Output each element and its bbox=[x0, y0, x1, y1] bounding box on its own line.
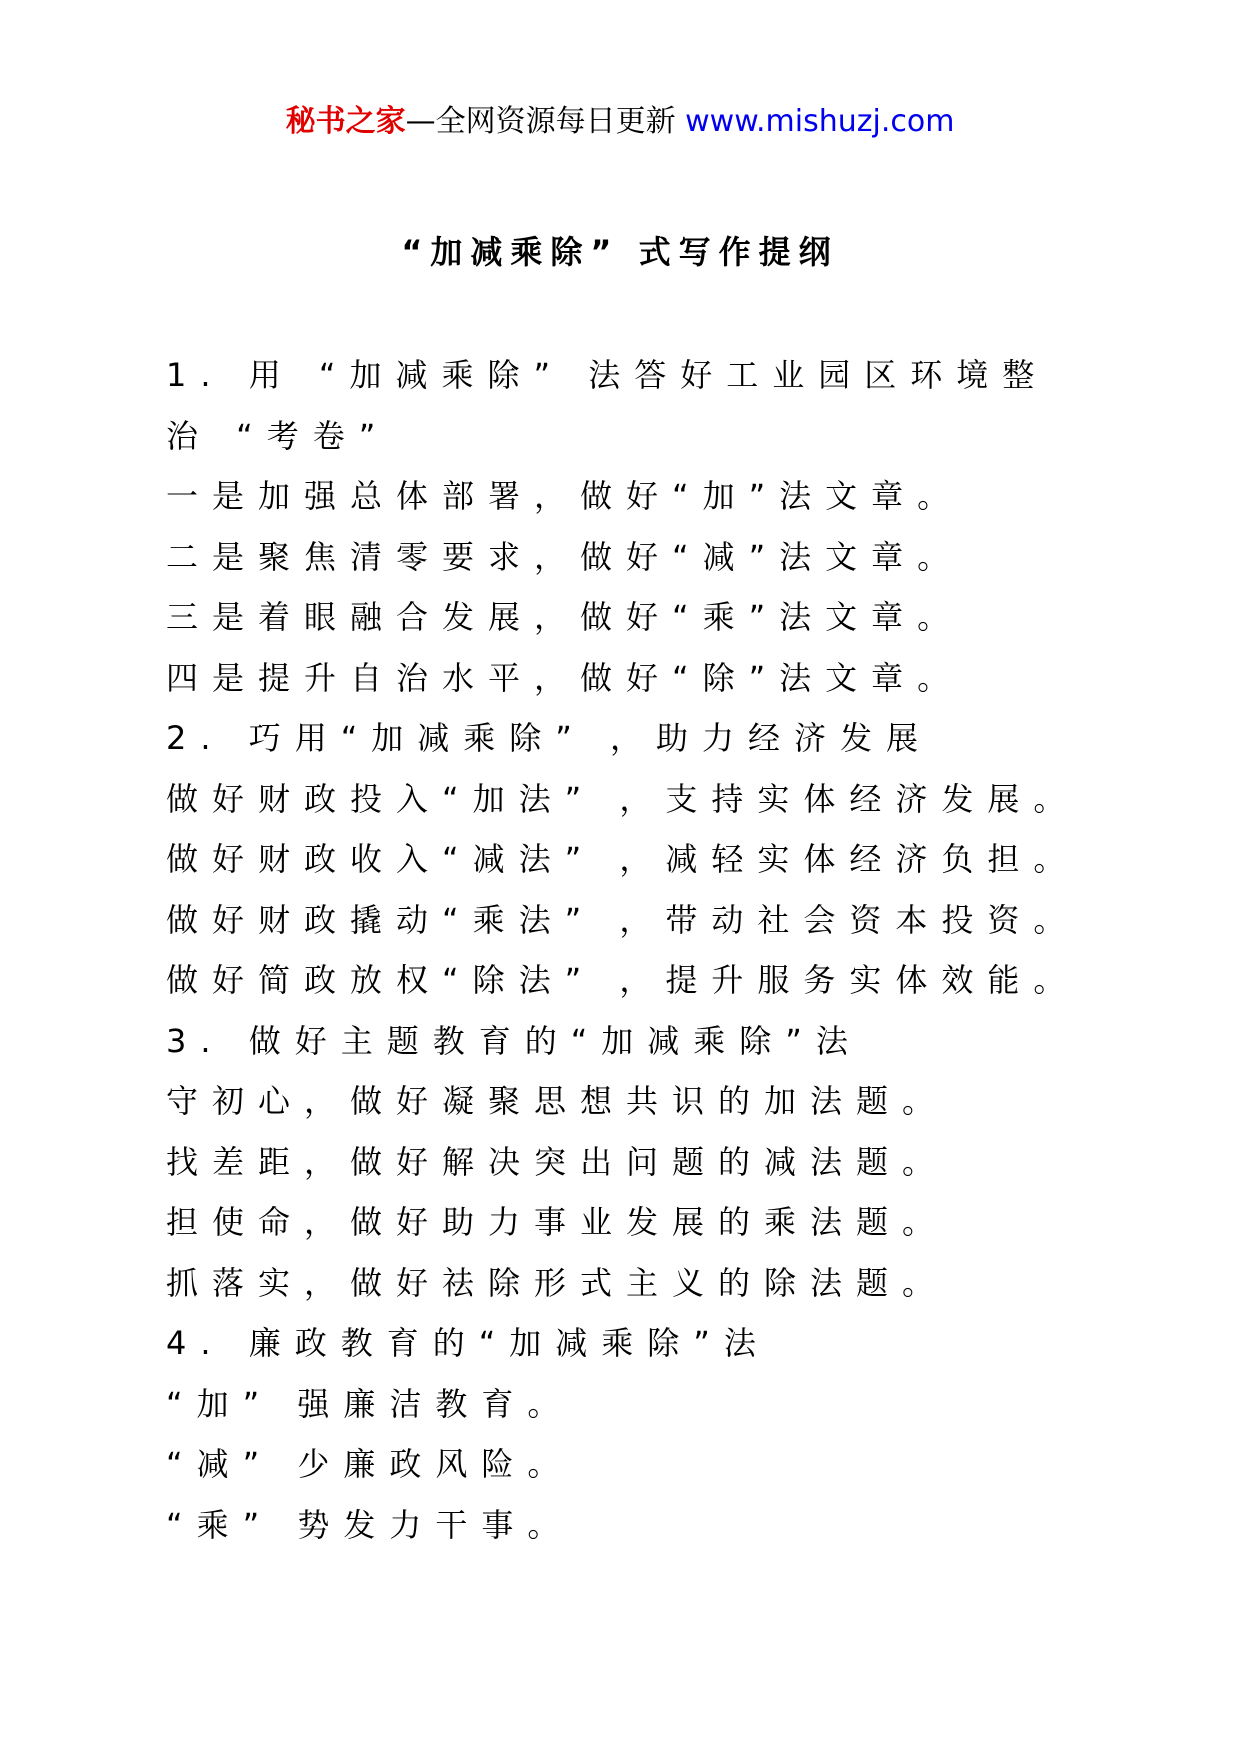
brand-name: 秘书之家 bbox=[285, 104, 406, 139]
section-heading-3: 3. 做好主题教育的“加减乘除”法 bbox=[166, 1021, 862, 1060]
section-heading-1: 1. 用 “加减乘除” 法答好工业园区环境整治 “考卷” bbox=[166, 356, 1049, 455]
section-1-item-2: 二是聚焦清零要求，做好“减”法文章。 bbox=[166, 537, 964, 576]
section-2-item-4: 做好简政放权“除法” ，提升服务实体效能。 bbox=[166, 961, 1080, 999]
section-4-item-1: “加” 强廉洁教育。 bbox=[166, 1384, 574, 1423]
section-1-item-1: 一是加强总体部署，做好“加”法文章。 bbox=[166, 477, 964, 515]
section-3-item-4: 抓落实，做好祛除形式主义的除法题。 bbox=[166, 1263, 949, 1302]
section-4-item-3: “乘” 势发力干事。 bbox=[166, 1505, 574, 1544]
section-1-item-4: 四是提升自治水平，做好“除”法文章。 bbox=[166, 658, 964, 697]
section-4-item-2: “减” 少廉政风险。 bbox=[166, 1445, 574, 1483]
section-2-item-3: 做好财政撬动“乘法” ，带动社会资本投资。 bbox=[166, 900, 1080, 939]
document-title: “加减乘除” 式写作提纲 bbox=[401, 233, 839, 271]
document-body bbox=[166, 345, 1086, 1555]
site-url-link[interactable]: www.mishuzj.com bbox=[685, 104, 955, 139]
section-1-item-3: 三是着眼融合发展，做好“乘”法文章。 bbox=[166, 598, 964, 636]
section-2-item-1: 做好财政投入“加法” ，支持实体经济发展。 bbox=[166, 779, 1080, 818]
section-heading-4: 4. 廉政教育的“加减乘除”法 bbox=[166, 1324, 770, 1362]
header-tagline: —全网资源每日更新 bbox=[405, 104, 676, 139]
section-2-item-2: 做好财政收入“减法” ，减轻实体经济负担。 bbox=[166, 840, 1080, 878]
section-3-item-3: 担使命，做好助力事业发展的乘法题。 bbox=[166, 1203, 949, 1241]
section-3-item-2: 找差距，做好解决突出问题的减法题。 bbox=[166, 1142, 949, 1181]
section-heading-2: 2. 巧用“加减乘除” ，助力经济发展 bbox=[166, 719, 933, 757]
section-3-item-1: 守初心，做好凝聚思想共识的加法题。 bbox=[166, 1082, 949, 1120]
site-header bbox=[0, 102, 1240, 142]
